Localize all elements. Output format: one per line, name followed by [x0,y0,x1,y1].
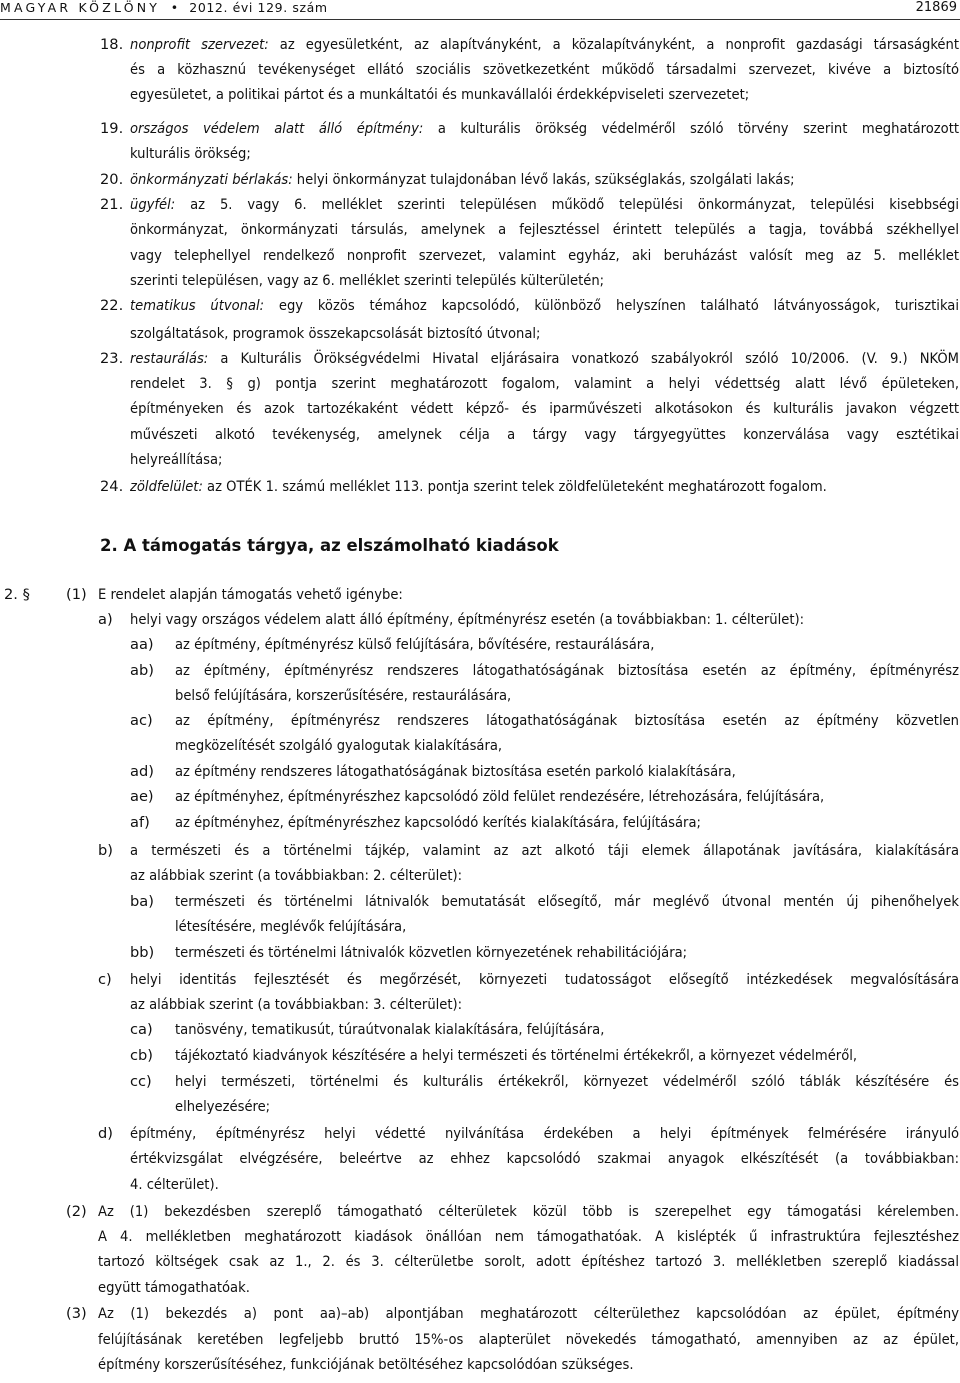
point-text: építmény, építményrész helyi védetté nyilvánítása érdekében a helyi építmények felmérésére irányuló [130,1125,959,1142]
subpoint-text: az építmény, építményrész rendszeres látogathatóságának biztosítása esetén az építmény, építményrész [175,662,959,679]
subpoint-text: az építmény, építményrész rendszeres látogathatóságának biztosítása esetén az építmény közvetlen [175,712,959,729]
subsection-line [98,1279,250,1297]
subsection-line [98,1356,634,1374]
subsection-text: együtt támogathatóak. [98,1279,250,1296]
subpoint-label: af) [130,814,150,831]
definition-line [130,120,959,138]
definition-number: 20. [100,171,124,188]
subsection-text: felújításának keretében legfeljebb bruttó 15%-os alapterület növekedés támogatható, amennyiben az az épület, [98,1331,959,1348]
definition-line [130,145,251,163]
subsection-text: A 4. mellékletben meghatározott kiadások önállóan nem támogathatóak. A kislépték ű infrastruktúra fejlesztéshez [98,1228,959,1245]
point-label: c) [98,971,112,988]
definition-line [130,451,222,469]
point-text: 4. célterület). [130,1176,219,1193]
definition-text: építményeken és azok tartozékaként védett képző- és iparművészeti alkotásokon és kulturális javakon végzett [130,400,959,417]
definition-text: az egyesületként, az alapítványként, a közalapítványként, a nonprofit gazdasági társaságként [268,36,959,53]
definition-term: országos védelem alatt álló építmény: [130,120,424,137]
point-line [130,842,959,860]
subpoint-label: bb) [130,944,155,961]
definition-term: tematikus útvonal: [130,297,265,314]
definition-text: szerinti településen, vagy az 6. melléklet szerinti település külterületén; [130,272,605,289]
subpoint-text: természeti és történelmi látnivalók bemutatását elősegítő, már meglévő útvonal mentén új pihenőhelyek [175,893,959,910]
point-line [130,1150,959,1168]
point-text: értékvizsgálat elvégzésére, beleértve az ehhez kapcsolódó szakmai anyagok elkészítését (a továbbiakban: [130,1150,959,1167]
point-text: helyi identitás fejlesztését és megőrzését, környezeti tudatosságot elősegítő intézkedések megvalósítására [130,971,959,988]
subpoint-label: ae) [130,788,154,805]
definition-text: a kulturális örökség védelméről szóló törvény szerint meghatározott [423,120,960,137]
definition-text: az 5. vagy 6. melléklet szerinti településen működő települési önkormányzat, települési kisebbségi [175,196,959,213]
header-bullet: • [170,0,179,15]
subsection-text: tartozó költségek csak az 1., 2. és 3. célterületbe sorolt, adott építéshez tartozó 3. mellékletben szereplő kiadással [98,1253,959,1270]
point-label: b) [98,842,113,859]
definition-term: ügyfél: [130,196,176,213]
subsection-number: (3) [66,1305,87,1322]
subsection-text: E rendelet alapján támogatás vehető igénybe: [98,586,403,603]
subpoint-line [175,918,406,936]
subpoint-text: az építményhez, építményrészhez kapcsolódó zöld felület rendezésére, létrehozására, felújítására, [175,788,825,805]
section-heading: 2. A támogatás tárgya, az elszámolható kiadások [100,536,559,555]
subsection-intro [98,586,403,604]
subpoint-label: cc) [130,1073,152,1090]
definition-line [130,426,959,444]
definition-text: helyreállítása; [130,451,223,468]
subpoint-text: az építmény rendszeres látogathatóságának biztosítása esetén parkoló kialakítására, [175,763,736,780]
point-line [130,1125,959,1143]
definition-line [130,272,604,290]
point-text: az alábbiak szerint (a továbbiakban: 2. célterület): [130,867,463,884]
definition-text: vagy telephellyel rendelkező nonprofit szervezet, valamint egyház, aki beruházást valósít meg az 5. melléklet [130,247,959,264]
subpoint-label: ad) [130,763,154,780]
definition-number: 18. [100,36,124,53]
journal-title: MAGYAR KÖZLÖNY [0,0,161,15]
subpoint-text: az építmény, építményrész külső felújítására, bővítésére, restaurálására, [175,636,655,653]
definition-line [130,36,959,54]
page-header [0,0,960,20]
subsection-number: (2) [66,1203,87,1220]
subpoint-text: tanösvény, tematikusút, túraútvonalak kialakítására, felújítására, [175,1021,605,1038]
point-line [130,996,462,1014]
subpoint-line [175,1047,857,1065]
definition-line [130,400,959,418]
subpoint-line [175,1021,604,1039]
subpoint-text: helyi természeti, történelmi és kulturális értékekről, környezet védelméről szóló táblák készítésére és [175,1073,959,1090]
subpoint-label: ab) [130,662,154,679]
point-text: a természeti és a történelmi tájkép, valamint az azt alkotó táji elemek állapotának javítására, kialakítására [130,842,959,859]
definition-line [130,247,959,265]
subpoint-line [175,1073,959,1091]
definition-text: a Kulturális Örökségvédelmi Hivatal eljárásaira vonatkozó szabályokról szóló 10/2006. (V. 9.) NKÖM [208,350,959,367]
subpoint-text: tájékoztató kiadványok készítésére a helyi természeti és történelmi értékekről, a környezet védelméről, [175,1047,858,1064]
running-header [0,0,328,15]
subpoint-label: ac) [130,712,153,729]
subpoint-text: megközelítését szolgáló gyalogutak kialakítására, [175,737,503,754]
header-rule [0,19,960,20]
subpoint-line [175,763,736,781]
subpoint-text: elhelyezésére; [175,1098,271,1115]
subpoint-line [175,893,959,911]
definition-line [130,196,959,214]
definition-text: az OTÉK 1. számú melléklet 113. pontja szerint telek zöldfelületeként meghatározott fogalom. [202,478,827,495]
definition-line [130,350,959,368]
subpoint-line [175,944,687,962]
page-number: 21869 [915,0,957,15]
definition-text: egy közös témához kapcsolódó, különböző helyszínen található látványosságok, turisztikai [264,297,959,314]
subpoint-line [175,814,701,832]
subpoint-line [175,788,824,806]
subsection-text: Az (1) bekezdésben szereplő támogatható célterületek közül több is szerepelhet egy támogatási kérelemben. [98,1203,959,1220]
paragraph-number: 2. § [4,586,30,603]
definition-number: 22. [100,297,124,314]
definition-line [130,86,749,104]
subsection-line [98,1203,959,1221]
subpoint-line [175,687,511,705]
subpoint-text: az építményhez, építményrészhez kapcsolódó kerítés kialakítására, felújítására; [175,814,701,831]
definition-text: kulturális örökség; [130,145,251,162]
point-text: az alábbiak szerint (a továbbiakban: 3. célterület): [130,996,463,1013]
subpoint-text: létesítésére, meglévők felújítására, [175,918,407,935]
definition-term: zöldfelület: [130,478,203,495]
definition-text: művészeti alkotó tevékenység, amelynek célja a tárgy vagy tárgyegyüttes konzerválása vagy esztétikai [130,426,959,443]
subpoint-line [175,712,959,730]
point-line [130,867,462,885]
definition-text: szolgáltatások, programok összekapcsolását biztosító útvonal; [130,325,541,342]
definition-number: 23. [100,350,124,367]
subpoint-label: cb) [130,1047,153,1064]
subsection-text: Az (1) bekezdés a) pont aa)–ab) alpontjában meghatározott célterülethez kapcsolódóan az épület, építmény [98,1305,959,1322]
subsection-line [98,1331,959,1349]
definition-text: önkormányzat, önkormányzati társulás, amelynek a fejlesztéssel érintett település a tagja, továbbá székhellyel [130,221,959,238]
subsection-number: (1) [66,586,87,603]
definition-number: 19. [100,120,124,137]
subpoint-line [175,1098,270,1116]
definition-number: 24. [100,478,124,495]
definition-text: egyesületet, a politikai pártot és a munkáltatói és munkavállalói érdekképviseleti szervezetet; [130,86,750,103]
subpoint-text: természeti és történelmi látnivalók közvetlen környezetének rehabilitációjára; [175,944,688,961]
subsection-line [98,1305,959,1323]
subpoint-line [175,662,959,680]
definition-line [130,297,959,315]
point-label: a) [98,611,113,628]
point-label: d) [98,1125,113,1142]
definition-term: restaurálás: [130,350,209,367]
subsection-line [98,1253,959,1271]
subpoint-label: aa) [130,636,154,653]
definition-text: rendelet 3. § g) pontja szerint meghatározott fogalom, valamint a helyi védettség alatt lévő épületeken, [130,375,959,392]
definition-line [130,478,827,496]
definition-line [130,325,540,343]
issue-info: 2012. évi 129. szám [189,0,328,15]
definition-line [130,375,959,393]
point-text: helyi vagy országos védelem alatt álló építmény, építményrész esetén (a továbbiakban: 1. célterület): [130,611,805,628]
subpoint-label: ba) [130,893,154,910]
point-line [130,1176,219,1194]
subpoint-line [175,737,502,755]
definition-number: 21. [100,196,124,213]
subpoint-label: ca) [130,1021,153,1038]
definition-text: és a közhasznú tevékenységet ellátó szociális szövetkezetként működő társadalmi szervezet, kivéve a biztosító [130,61,959,78]
subpoint-line [175,636,654,654]
subpoint-text: belső felújítására, korszerűsítésére, restaurálására, [175,687,512,704]
definition-text: helyi önkormányzat tulajdonában lévő lakás, szükséglakás, szolgálati lakás; [292,171,795,188]
definition-term: nonprofit szervezet: [130,36,269,53]
definition-line [130,61,959,79]
subsection-text: építmény korszerűsítéséhez, funkciójának betöltéséhez kapcsolódóan szükséges. [98,1356,634,1373]
definition-term: önkormányzati bérlakás: [130,171,293,188]
definition-line [130,221,959,239]
point-line [130,611,804,629]
definition-line [130,171,795,189]
point-line [130,971,959,989]
subsection-line [98,1228,959,1246]
